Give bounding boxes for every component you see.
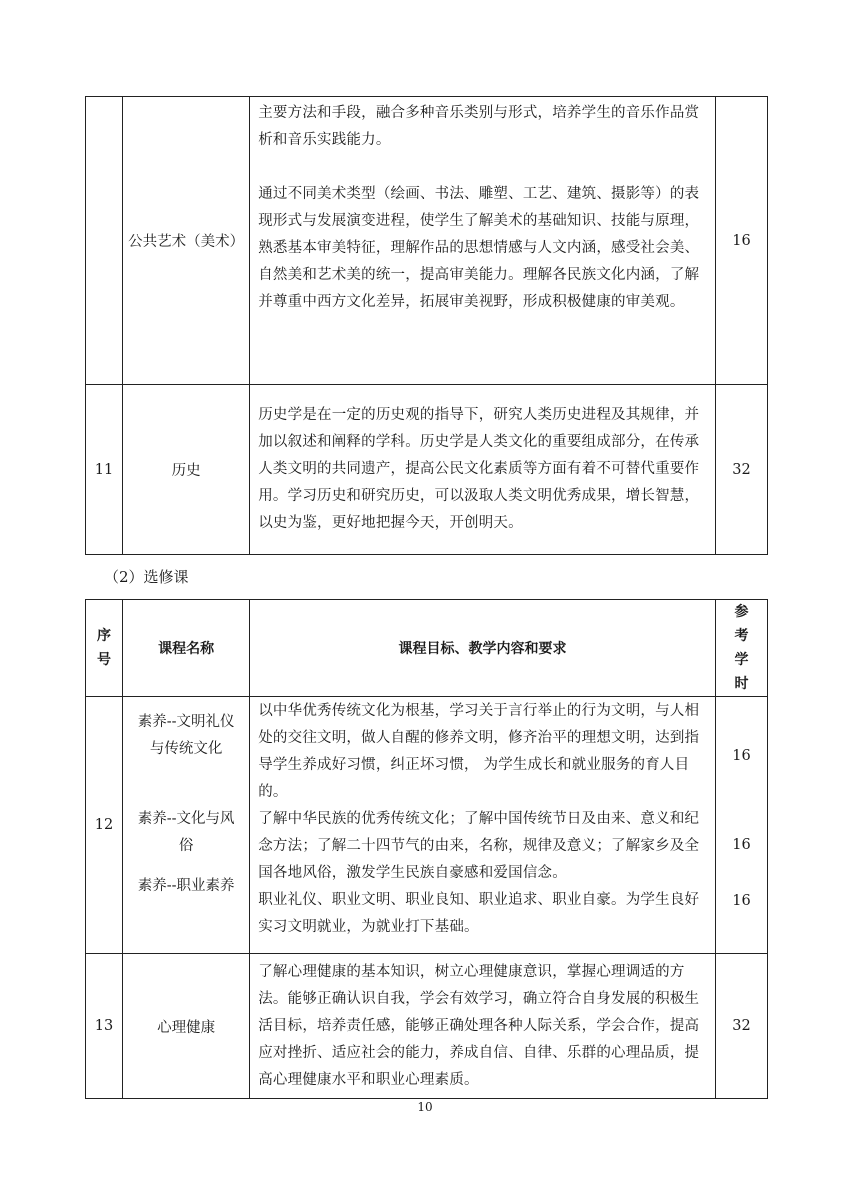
course-description <box>250 697 716 954</box>
course-name: 公共艺术（美术） <box>123 97 250 385</box>
elective-course-table <box>85 599 768 1099</box>
header-course-name: 课程名称 <box>123 600 250 697</box>
course-number: 13 <box>86 954 123 1099</box>
description-paragraph: 以中华优秀传统文化为根基，学习关于言行举止的行为文明，与人相处的交往文明，做人自醒的修养文明，修齐治平的理想文明，达到指导学生养成好习惯，纠正坏习惯， 为学生成长和就业服务的育人目的。 <box>258 703 700 800</box>
header-number: 序号 <box>86 600 123 697</box>
course-hours: 32 <box>715 385 767 555</box>
description-paragraph: 通过不同美术类型（绘画、书法、雕塑、工艺、建筑、摄影等）的表现形式与发展演变进程，使学生了解美术的基础知识、技能与原理，熟悉基本审美特征，理解作品的思想情感与人文内涵，感受社会美、自然美和艺术美的统一，提高审美能力。理解各民族文化内涵，了解并尊重中西方文化差异，拓展审美视野，形成积极健康的审美观。 <box>258 186 700 310</box>
course-name-group <box>123 697 250 954</box>
compulsory-course-table <box>85 96 768 555</box>
description-paragraph: 了解中华民族的优秀传统文化；了解中国传统节日及由来、意义和纪念方法；了解二十四节气的由来，名称，规律及意义；了解家乡及全国各地风俗，激发学生民族自豪感和爱国信念。 <box>258 811 700 881</box>
course-hours-group <box>715 697 767 954</box>
table-header-row <box>86 600 768 697</box>
course-hours: 16 <box>732 893 751 909</box>
table-row <box>86 697 768 954</box>
section-heading: （2）选修课 <box>104 568 189 586</box>
course-name: 素养--文明礼仪与传统文化 <box>137 714 235 757</box>
course-hours: 16 <box>732 837 751 853</box>
course-description <box>250 97 716 385</box>
table-row <box>86 97 768 385</box>
course-name: 历史 <box>123 385 250 555</box>
description-continued: 主要方法和手段，融合多种音乐类别与形式，培养学生的音乐作品赏析和音乐实践能力。 <box>258 105 700 148</box>
course-name: 心理健康 <box>123 954 250 1099</box>
header-description: 课程目标、教学内容和要求 <box>250 600 716 697</box>
course-number: 11 <box>86 385 123 555</box>
course-hours: 16 <box>715 97 767 385</box>
description-paragraph: 历史学是在一定的历史观的指导下，研究人类历史进程及其规律，并加以叙述和阐释的学科。历史学是人类文化的重要组成部分，在传承人类文明的共同遗产，提高公民文化素质等方面有着不可替代重要作用。学习历史和研究历史，可以汲取人类文明优秀成果，增长智慧，以史为鉴，更好地把握今天，开创明天。 <box>258 407 700 531</box>
header-hours: 参考学时 <box>715 600 767 697</box>
course-number <box>86 97 123 385</box>
course-description <box>250 954 716 1099</box>
table-row <box>86 954 768 1099</box>
course-hours: 32 <box>715 954 767 1099</box>
course-name: 素养--职业素养 <box>137 878 235 894</box>
page-number: 10 <box>417 1100 433 1114</box>
course-hours: 16 <box>732 748 751 764</box>
course-name: 素养--文化与风俗 <box>137 811 235 854</box>
description-paragraph: 职业礼仪、职业文明、职业良知、职业追求、职业自豪。为学生良好实习文明就业，为就业打下基础。 <box>258 892 700 935</box>
course-description <box>250 385 716 555</box>
description-paragraph: 了解心理健康的基本知识，树立心理健康意识，掌握心理调适的方法。能够正确认识自我，学会有效学习，确立符合自身发展的积极生活目标，培养责任感，能够正确处理各种人际关系，学会合作，提高应对挫折、适应社会的能力，养成自信、自律、乐群的心理品质，提高心理健康水平和职业心理素质。 <box>258 963 700 1088</box>
course-number: 12 <box>86 697 123 954</box>
table-row <box>86 385 768 555</box>
